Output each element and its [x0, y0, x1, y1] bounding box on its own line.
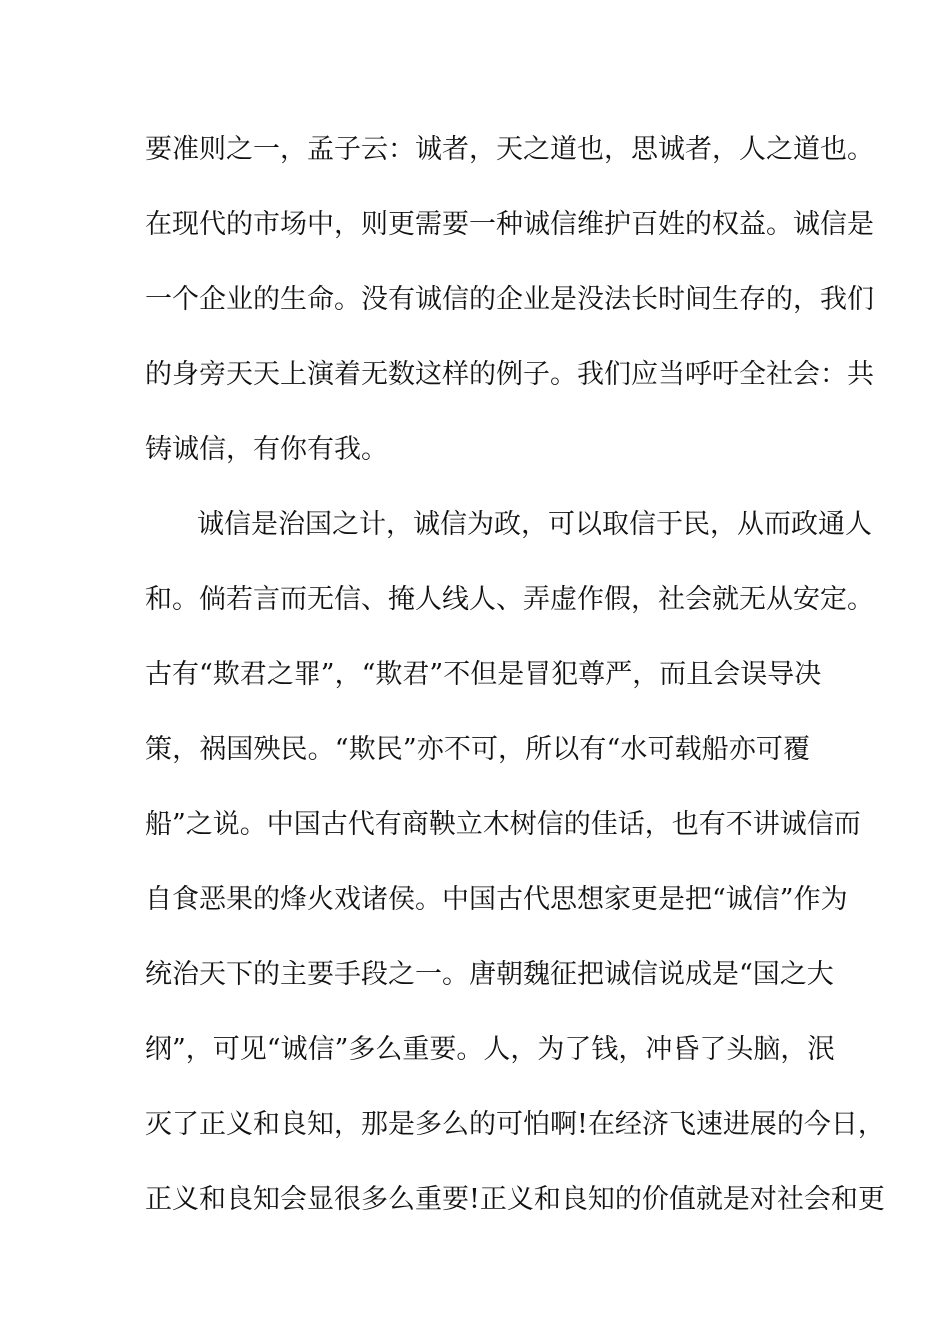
paragraph-first-line: 诚信是治国之计，诚信为政，可以取信于民，从而政通人	[197, 509, 872, 540]
text-line: 古有“欺君之罪”，“欺君”不但是冒犯尊严，而且会误导决	[145, 659, 822, 690]
text-line: 策，祸国殃民。“欺民”亦不可，所以有“水可载船亦可覆	[145, 734, 810, 765]
text-line: 铸诚信，有你有我。	[145, 434, 388, 465]
text-line: 自食恶果的烽火戏诸侯。中国古代思想家更是把“诚信”作为	[145, 884, 848, 915]
text-line: 的身旁天天上演着无数这样的例子。我们应当呼吁全社会：共	[145, 359, 874, 390]
text-line: 灭了正义和良知，那是多么的可怕啊!在经济飞速进展的今日，	[145, 1109, 885, 1140]
text-line: 统治天下的主要手段之一。唐朝魏征把诚信说成是“国之大	[145, 959, 834, 990]
text-line: 要准则之一，孟子云：诚者，天之道也，思诚者，人之道也。	[145, 134, 874, 165]
text-line: 船”之说。中国古代有商鞅立木树信的佳话，也有不讲诚信而	[145, 809, 861, 840]
text-line: 和。倘若言而无信、掩人线人、弄虚作假，社会就无从安定。	[145, 584, 874, 615]
text-line: 在现代的市场中，则更需要一种诚信维护百姓的权益。诚信是	[145, 209, 874, 240]
text-line: 一个企业的生命。没有诚信的企业是没法长时间生存的，我们	[145, 284, 874, 315]
text-line: 纲”，可见“诚信”多么重要。人，为了钱，冲昏了头脑，泯	[145, 1034, 835, 1065]
text-line: 正义和良知会显很多么重要!正义和良知的价值就是对社会和更	[145, 1184, 885, 1215]
